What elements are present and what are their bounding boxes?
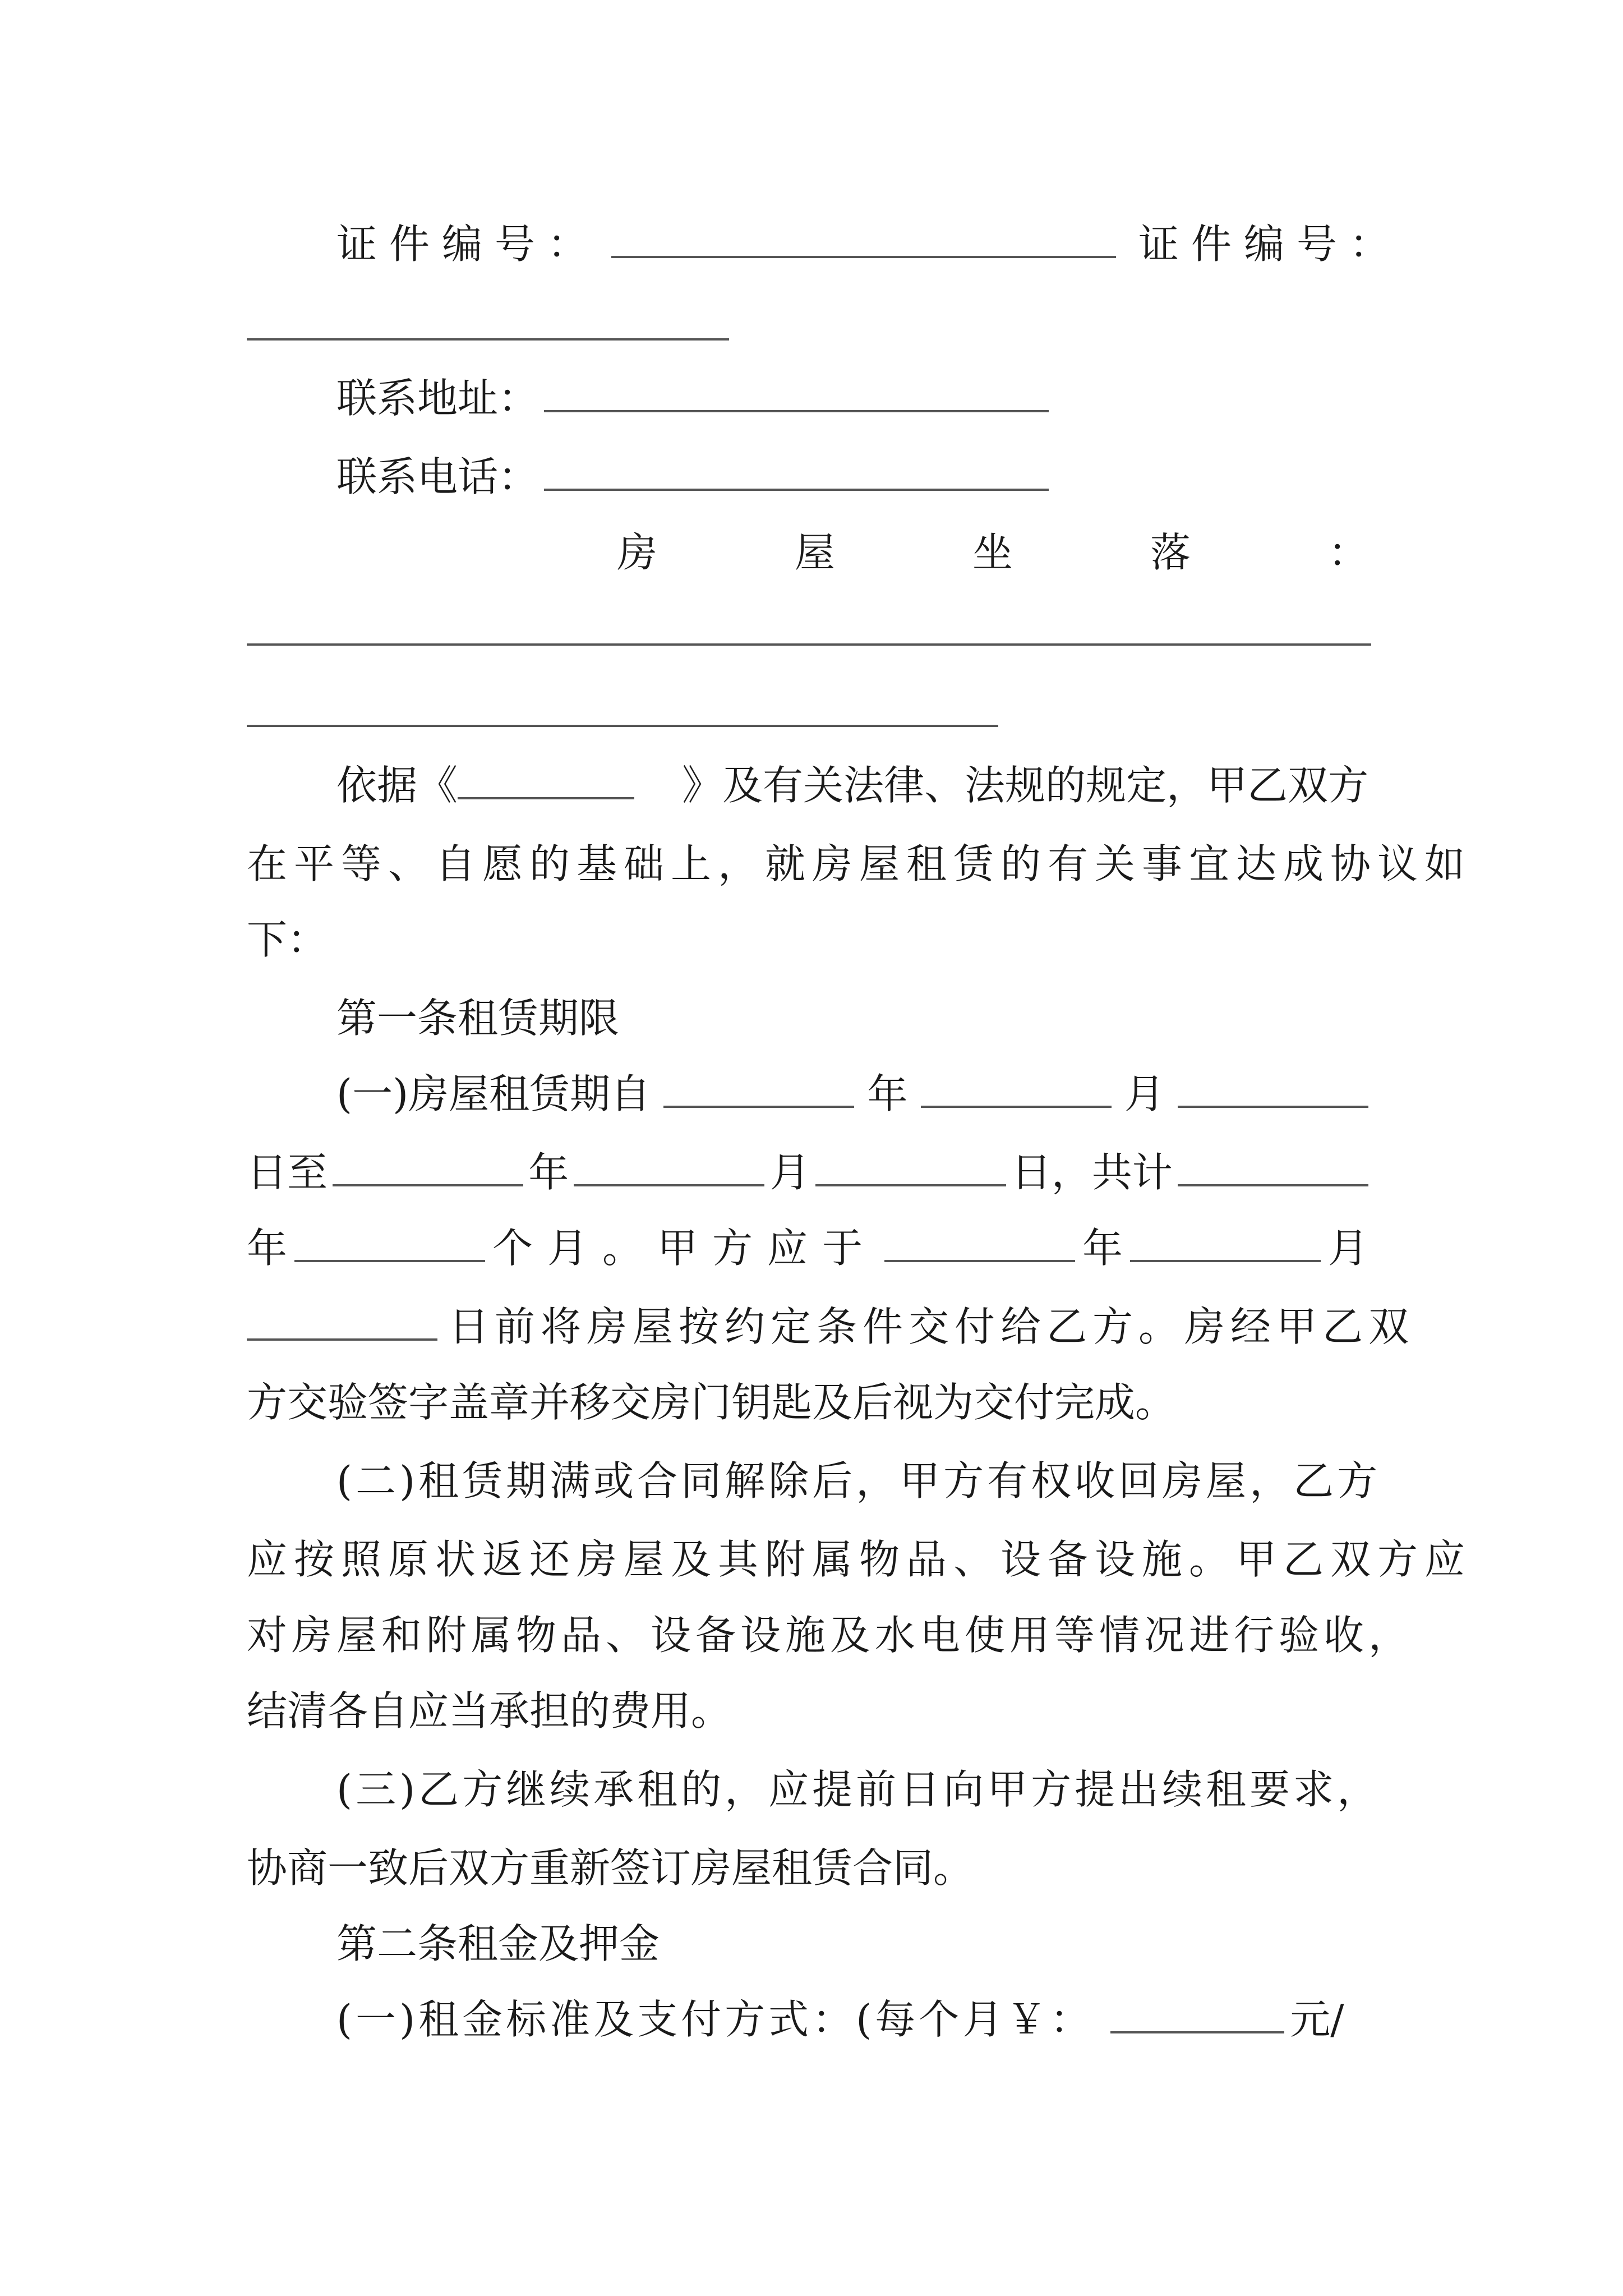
phone-row [336, 438, 1458, 516]
month-label: 月 [1124, 1070, 1165, 1117]
basis-text-a: 依据《 [336, 762, 458, 809]
clause-3-line-2: 协商一致后双方重新签订房屋租赁合同。 [247, 1844, 974, 1892]
total-years-blank [1178, 1151, 1368, 1186]
location-char-2: 屋 [794, 529, 835, 576]
address-label: 联系地址： [336, 375, 539, 422]
rent-unit: 元/ [1290, 1996, 1344, 2043]
id-number-row [336, 205, 1403, 283]
location-char-1: 房 [617, 529, 658, 576]
location-char-3: 坐 [972, 529, 1013, 576]
location-row [617, 513, 1368, 592]
year-label: 年 [867, 1070, 908, 1117]
deliver-day-blank [247, 1305, 437, 1341]
article-2-title: 第二条租金及押金 [336, 1920, 660, 1967]
month-label: 月 [1327, 1225, 1368, 1272]
clause-1-line-4 [247, 1287, 1415, 1366]
basis-line-2: 在平等、自愿的基础上，就房屋租赁的有关事宜达成协议如 [247, 840, 1472, 887]
id-blank-a [611, 222, 1116, 258]
end-month-blank [574, 1151, 764, 1186]
clause-2-line-2: 应按照原状返还房屋及其附属物品、设备设施。甲乙双方应 [247, 1536, 1472, 1583]
clause-2-line-3: 对房屋和附属物品、设备设施及水电使用等情况进行验收， [247, 1612, 1414, 1659]
location-blank-2 [247, 725, 998, 727]
start-month-blank [921, 1072, 1112, 1108]
year-label: 年 [247, 1225, 288, 1272]
total-label: 日，共计 [1011, 1149, 1173, 1196]
end-day-blank [815, 1151, 1006, 1186]
day-to-label: 日至 [247, 1149, 328, 1196]
start-day-blank [1178, 1072, 1368, 1108]
clause-3-line-1: (三)乙方继续承租的，应提前日向甲方提出续租要求， [336, 1766, 1381, 1813]
basis-line-3: 下： [247, 916, 328, 963]
rent-text: (一)租金标准及支付方式：(每个月￥： [336, 1996, 1094, 2043]
clause-1-line-1 [336, 1055, 1368, 1133]
article-2-clause-1 [336, 1980, 1458, 2059]
clause-1-line-2 [247, 1133, 1368, 1212]
rent-amount-blank [1110, 1998, 1284, 2033]
id-label-a: 证件编号： [336, 220, 601, 268]
end-year-blank [333, 1151, 523, 1186]
month-label: 月 [769, 1149, 810, 1196]
start-year-blank [663, 1072, 854, 1108]
address-blank [544, 376, 1049, 412]
id-blank-b [247, 338, 729, 341]
year-label: 年 [1082, 1225, 1123, 1272]
clause-1-text: (一)房屋租赁期自 [336, 1070, 651, 1117]
location-char-4: 落 [1150, 529, 1191, 576]
deliver-month-blank [1130, 1226, 1321, 1262]
phone-label: 联系电话： [336, 453, 539, 500]
id-label-b: 证件编号： [1138, 220, 1403, 268]
article-1-title: 第一条租赁期限 [336, 995, 620, 1042]
clause-1-line-4-text: 日前将房屋按约定条件交付给乙方。房经甲乙双 [449, 1303, 1415, 1350]
year-label: 年 [528, 1149, 569, 1196]
basis-text-b: 》及有关法律、法规的规定，甲乙双方 [681, 762, 1368, 809]
clause-1-line-3 [247, 1209, 1368, 1287]
clause-2-line-4: 结清各自应当承担的费用。 [247, 1687, 732, 1734]
location-blank-1 [247, 643, 1371, 646]
location-char-5: ： [1327, 529, 1368, 576]
clause-1-line-5: 方交验签字盖章并移交房门钥匙及后视为交付完成。 [247, 1379, 1176, 1426]
basis-line-1 [336, 746, 1368, 825]
clause-2-line-1: (二)租赁期满或合同解除后，甲方有权收回房屋，乙方 [336, 1457, 1381, 1504]
deliver-year-blank [884, 1226, 1075, 1262]
total-months-blank [294, 1226, 485, 1262]
months-text: 个月。甲方应于 [492, 1225, 877, 1272]
law-name-blank [458, 763, 634, 799]
phone-blank [544, 455, 1049, 491]
address-row [336, 359, 1458, 438]
